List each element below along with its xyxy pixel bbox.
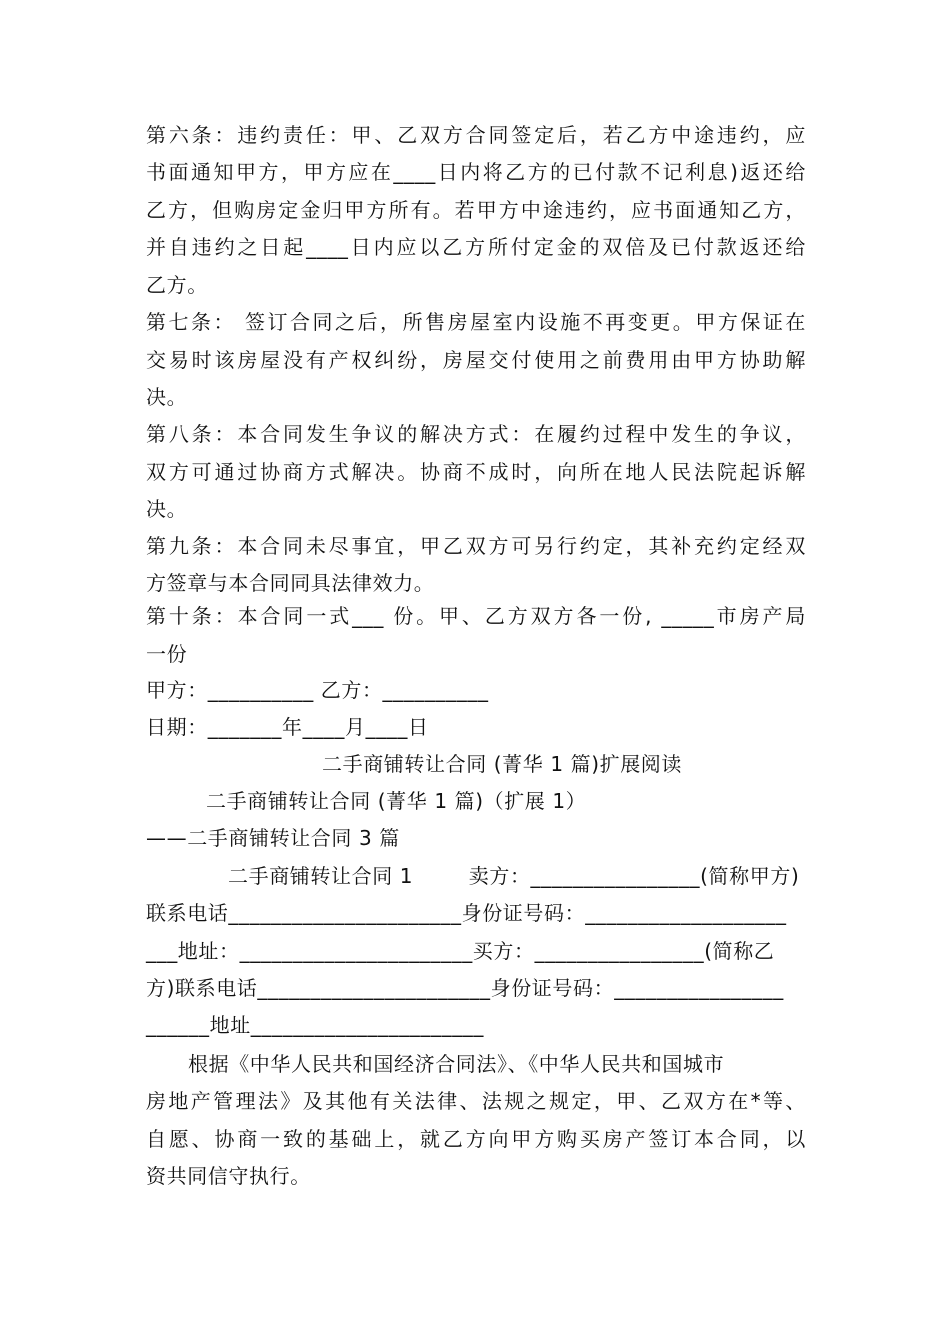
clause-7-line-1: 第七条： 签订合同之后，所售房屋室内设施不再变更。甲方保证在 bbox=[146, 310, 806, 334]
preamble-line-2: 房地产管理法》及其他有关法律、法规之规定，甲、乙双方在*等、 bbox=[146, 1089, 806, 1113]
clause-6-line-1: 第六条：违约责任：甲、乙双方合同签定后，若乙方中途违约，应 bbox=[146, 123, 806, 147]
clause-6-line-3: 乙方，但购房定金归甲方所有。若甲方中途违约，应书面通知乙方， bbox=[146, 198, 806, 222]
clause-6-line-5: 乙方。 bbox=[146, 273, 208, 297]
clause-10-line-1: 第十条：本合同一式___ 份。甲、乙方双方各一份, _____市房产局 bbox=[146, 604, 806, 628]
signature-parties-line: 甲方：__________ 乙方：__________ bbox=[146, 678, 489, 702]
extended-title: ——二手商铺转让合同 3 篇 bbox=[146, 826, 400, 850]
signature-date-line: 日期：_______年____月____日 bbox=[146, 715, 429, 739]
clause-7-line-2: 交易时该房屋没有产权纠纷，房屋交付使用之前费用由甲方协助解 bbox=[146, 348, 806, 372]
seller-contact-line: 联系电话______________________身份证号码：___________________ bbox=[146, 901, 787, 925]
buyer-line: ___地址：______________________买方：________________(简称乙 bbox=[146, 939, 775, 963]
preamble-line-1: 根据《中华人民共和国经济合同法》、《中华人民共和国城市 bbox=[188, 1052, 725, 1076]
preamble-line-3: 自愿、协商一致的基础上，就乙方向甲方购买房产签订本合同，以 bbox=[146, 1127, 806, 1151]
extended-reading-heading: 二手商铺转让合同 (菁华 1 篇)扩展阅读 bbox=[322, 752, 683, 776]
clause-8-line-1: 第八条：本合同发生争议的解决方式：在履约过程中发生的争议， bbox=[146, 422, 806, 446]
clause-6-line-4: 并自违约之日起____日内应以乙方所付定金的双倍及已付款返还给 bbox=[146, 235, 806, 259]
seller-line: 二手商铺转让合同 1 卖方：________________(简称甲方) bbox=[228, 864, 800, 888]
preamble-line-4: 资共同信守执行。 bbox=[146, 1164, 311, 1188]
clause-8-line-2: 双方可通过协商方式解决。协商不成时，向所在地人民法院起诉解 bbox=[146, 460, 806, 484]
extended-subheading: 二手商铺转让合同 (菁华 1 篇)（扩展 1） bbox=[206, 789, 587, 813]
clause-9-line-1: 第九条：本合同未尽事宜，甲乙双方可另行约定，其补充约定经双 bbox=[146, 534, 806, 558]
clause-9-line-2: 方签章与本合同同具法律效力。 bbox=[146, 571, 435, 595]
buyer-address-line: ______地址______________________ bbox=[146, 1013, 484, 1037]
clause-10-line-2: 一份 bbox=[146, 642, 188, 666]
buyer-contact-line: 方)联系电话______________________身份证号码：________________ bbox=[146, 976, 784, 1000]
clause-8-line-3: 决。 bbox=[146, 497, 188, 521]
clause-7-line-3: 决。 bbox=[146, 385, 188, 409]
clause-6-line-2: 书面通知甲方，甲方应在____日内将乙方的已付款不记利息)返还给 bbox=[146, 160, 806, 184]
